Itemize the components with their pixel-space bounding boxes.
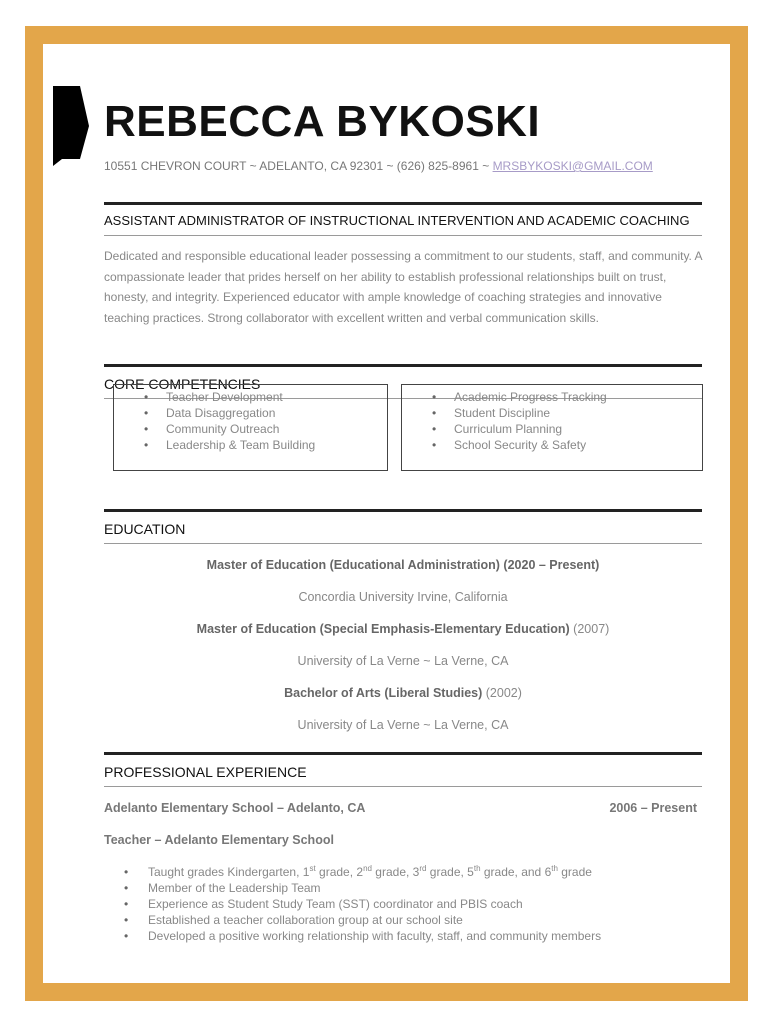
section-rule	[104, 235, 702, 236]
list-item: • Student Discipline	[432, 405, 702, 421]
summary-paragraph: Dedicated and responsible educational leader possessing a commitment to our students, staff, and community. A compassionate leader that prides herself on her ability to establish professional relationships built on trust, honesty, and integrity. Experienced educator with ample knowledge of coaching strategies and innovative teaching practices. Strong collaborator with excellent written and verbal communication skills.	[104, 249, 702, 325]
degree-name: Master of Education (Educational Administration) (2020 – Present)	[206, 558, 600, 572]
list-item: • Taught grades Kindergarten, 1st grade, 2nd grade, 3rd grade, 5th grade, and 6th grade	[104, 864, 704, 880]
section-rule	[104, 752, 702, 755]
competencies-heading: CORE COMPETENCIES	[104, 376, 261, 392]
competencies-list-right	[402, 385, 702, 453]
competencies-box-left	[113, 384, 388, 471]
header-tab-marker	[53, 86, 89, 166]
experience-list	[104, 864, 704, 944]
list-item: • School Security & Safety	[432, 437, 702, 453]
candidate-name: REBECCA BYKOSKI	[104, 97, 541, 146]
role-title: ASSISTANT ADMINISTRATOR OF INSTRUCTIONAL INTERVENTION AND ACADEMIC COACHING	[104, 213, 690, 228]
page-border	[25, 26, 748, 1001]
section-rule	[104, 543, 702, 544]
resume-page	[43, 44, 730, 983]
list-item: • Member of the Leadership Team	[104, 880, 704, 896]
degree-year: (2007)	[573, 622, 610, 636]
competencies-box-right	[401, 384, 703, 471]
education-heading: EDUCATION	[104, 521, 186, 537]
competencies-list-left	[114, 385, 387, 453]
education-school: University of La Verne ~ La Verne, CA	[297, 718, 509, 732]
employer-line: Adelanto Elementary School – Adelanto, CA	[104, 801, 366, 815]
section-rule	[104, 786, 702, 787]
list-item: • Developed a positive working relationship with faculty, staff, and community members	[104, 928, 704, 944]
education-degree	[104, 685, 702, 701]
list-item: • Leadership & Team Building	[144, 437, 387, 453]
section-rule	[104, 364, 702, 367]
list-item: • Teacher Development	[144, 389, 387, 405]
section-rule	[104, 509, 702, 512]
experience-heading: PROFESSIONAL EXPERIENCE	[104, 764, 307, 780]
education-degree	[104, 621, 702, 637]
contact-line	[104, 158, 653, 174]
education-school: Concordia University Irvine, California	[298, 590, 508, 604]
list-item: • Experience as Student Study Team (SST) coordinator and PBIS coach	[104, 896, 704, 912]
list-item: • Established a teacher collaboration group at our school site	[104, 912, 704, 928]
section-rule	[104, 202, 702, 205]
list-item: • Curriculum Planning	[432, 421, 702, 437]
education-school: University of La Verne ~ La Verne, CA	[297, 654, 509, 668]
degree-year: (2002)	[485, 686, 522, 700]
degree-name: Master of Education (Special Emphasis-Elementary Education)	[196, 622, 570, 636]
education-degree	[104, 557, 702, 573]
list-item: • Academic Progress Tracking	[432, 389, 702, 405]
email-link[interactable]: MRSBYKOSKI@GMAIL.COM	[492, 159, 653, 173]
position-title: Teacher – Adelanto Elementary School	[104, 833, 334, 847]
list-item: • Community Outreach	[144, 421, 387, 437]
contact-address: 10551 CHEVRON COURT ~ ADELANTO, CA 92301 ~ (626) 825-8961 ~	[104, 159, 490, 173]
list-item: • Data Disaggregation	[144, 405, 387, 421]
degree-name: Bachelor of Arts (Liberal Studies)	[284, 686, 483, 700]
employment-dates: 2006 – Present	[609, 801, 697, 815]
